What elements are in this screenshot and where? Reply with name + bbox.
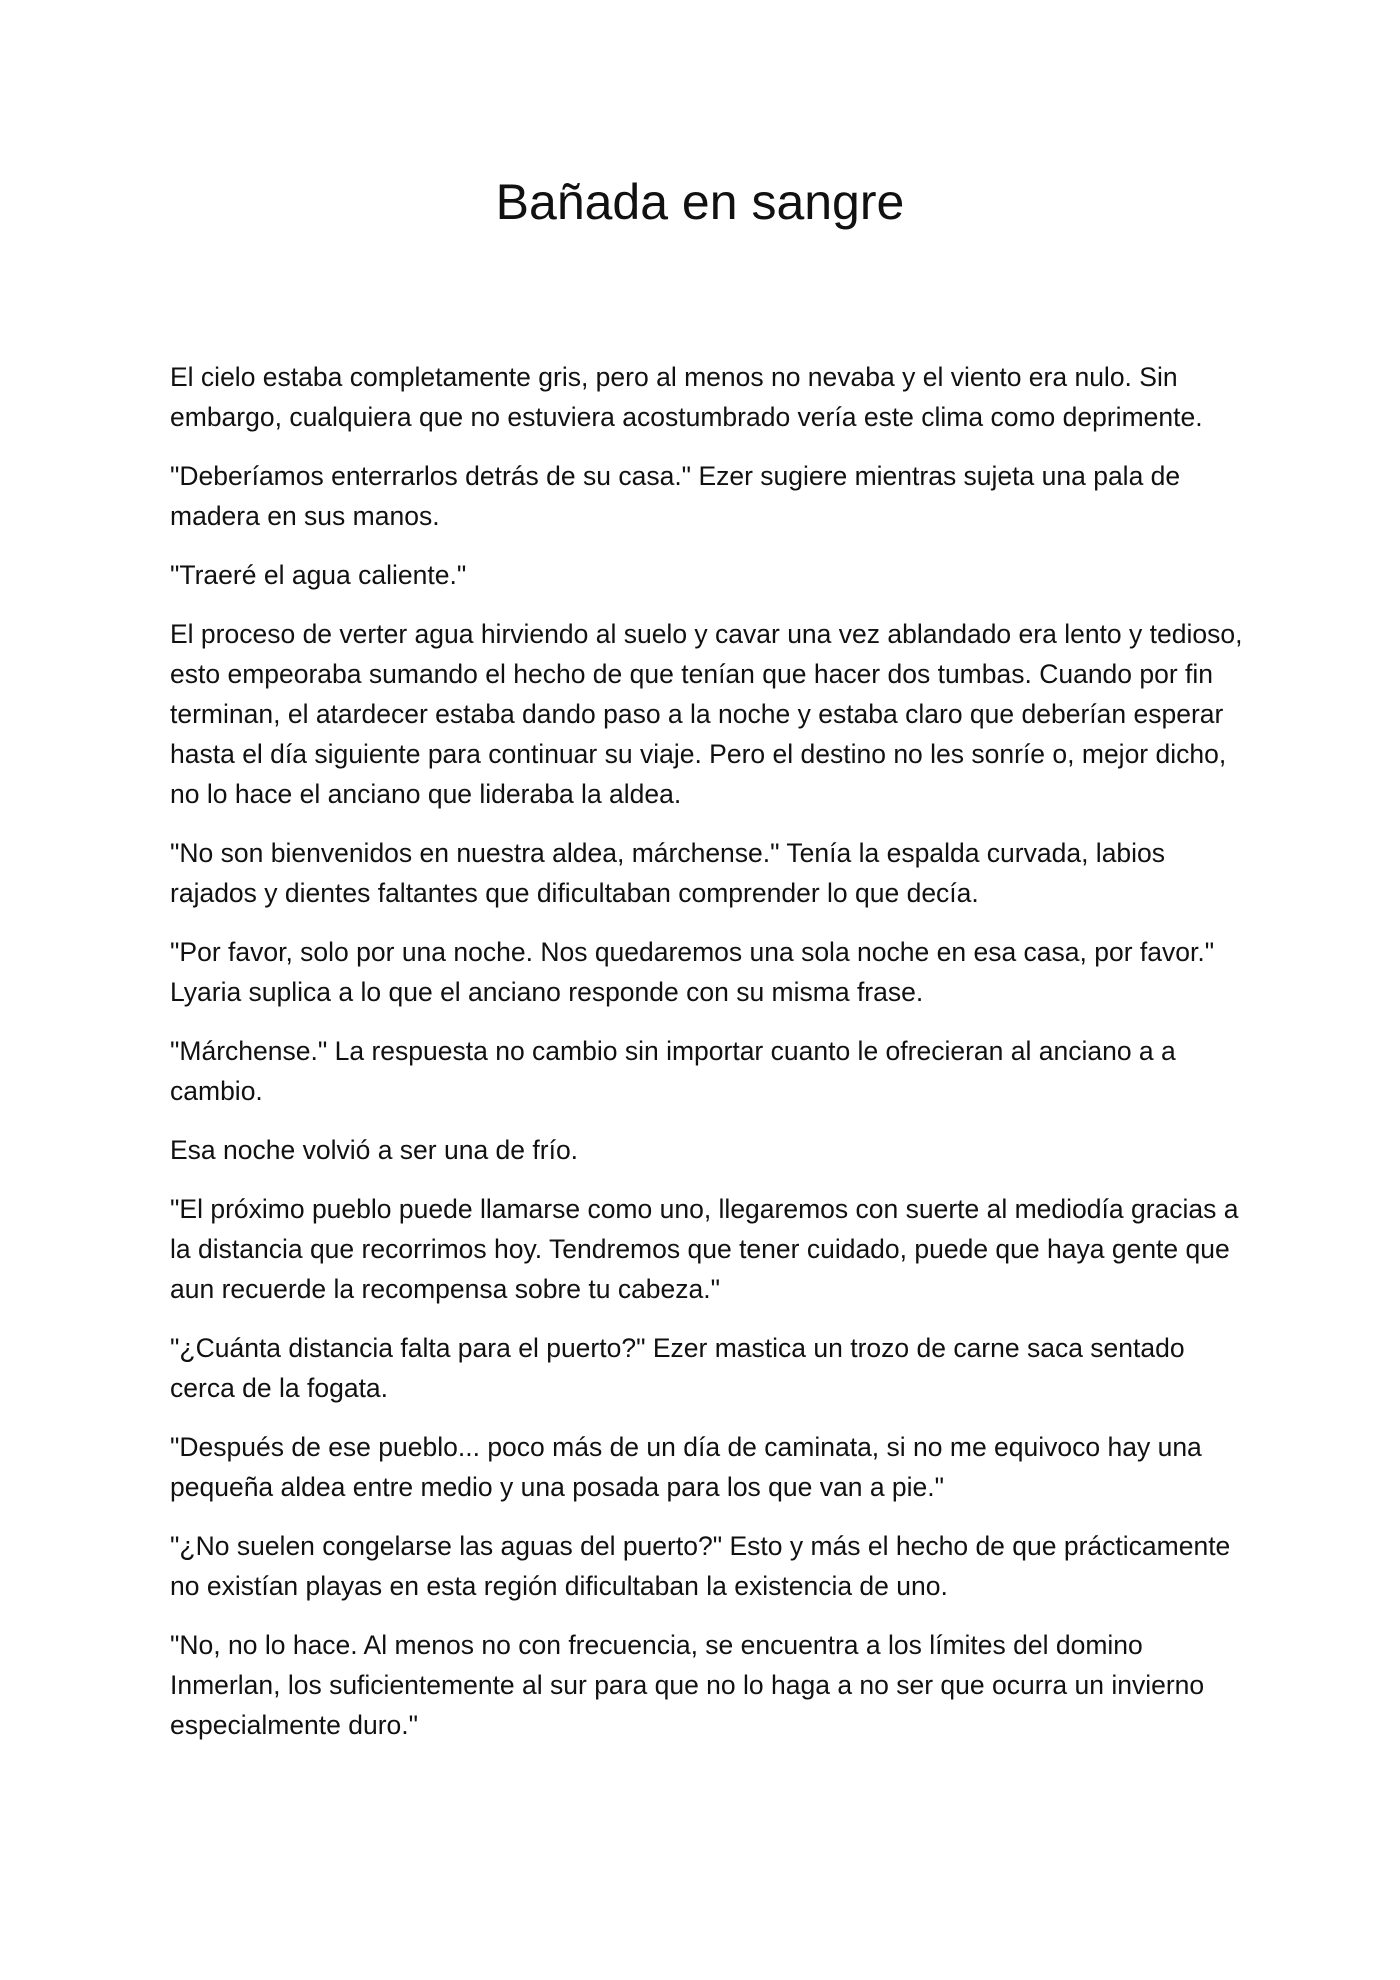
paragraph: El proceso de verter agua hirviendo al suelo y cavar una vez ablandado era lento y tedioso, esto empeoraba sumando el hecho de que tenían que hacer dos tumbas. Cuando por fin terminan, el atardecer estaba dando paso a la noche y estaba claro que deberían esperar hasta el día siguiente para continuar su viaje. Pero el destino no les sonríe o, mejor dicho, no lo hace el anciano que lideraba la aldea. [170, 619, 1243, 809]
paragraph: "Por favor, solo por una noche. Nos quedaremos una sola noche en esa casa, por favor." Lyaria suplica a lo que el anciano responde con su misma frase. [170, 937, 1215, 1007]
document-title: Bañada en sangre [495, 174, 905, 230]
document-body [170, 357, 1245, 1764]
paragraph: "Después de ese pueblo... poco más de un día de caminata, si no me equivoco hay una pequeña aldea entre medio y una posada para los que van a pie." [170, 1432, 1202, 1502]
paragraph: "El próximo pueblo puede llamarse como uno, llegaremos con suerte al mediodía gracias a la distancia que recorrimos hoy. Tendremos que tener cuidado, puede que haya gente que aun recuerde la recompensa sobre tu cabeza." [170, 1194, 1239, 1304]
paragraph: "Márchense." La respuesta no cambio sin importar cuanto le ofrecieran al anciano a a cambio. [170, 1036, 1176, 1106]
paragraph: "¿Cuánta distancia falta para el puerto?" Ezer mastica un trozo de carne saca sentado cerca de la fogata. [170, 1333, 1185, 1403]
paragraph: "No son bienvenidos en nuestra aldea, márchense." Tenía la espalda curvada, labios rajados y dientes faltantes que dificultaban comprender lo que decía. [170, 838, 1166, 908]
paragraph: "¿No suelen congelarse las aguas del puerto?" Esto y más el hecho de que prácticamente no existían playas en esta región dificultaban la existencia de uno. [170, 1531, 1231, 1601]
paragraph: "Traeré el agua caliente." [170, 560, 467, 590]
paragraph: "No, no lo hace. Al menos no con frecuencia, se encuentra a los límites del domino Inmerlan, los suficientemente al sur para que no lo haga a no ser que ocurra un invierno especialmente duro." [170, 1630, 1205, 1740]
paragraph: El cielo estaba completamente gris, pero al menos no nevaba y el viento era nulo. Sin embargo, cualquiera que no estuviera acostumbrado vería este clima como deprimente. [170, 362, 1203, 432]
paragraph: "Deberíamos enterrarlos detrás de su casa." Ezer sugiere mientras sujeta una pala de madera en sus manos. [170, 461, 1181, 531]
paragraph: Esa noche volvió a ser una de frío. [170, 1135, 579, 1165]
